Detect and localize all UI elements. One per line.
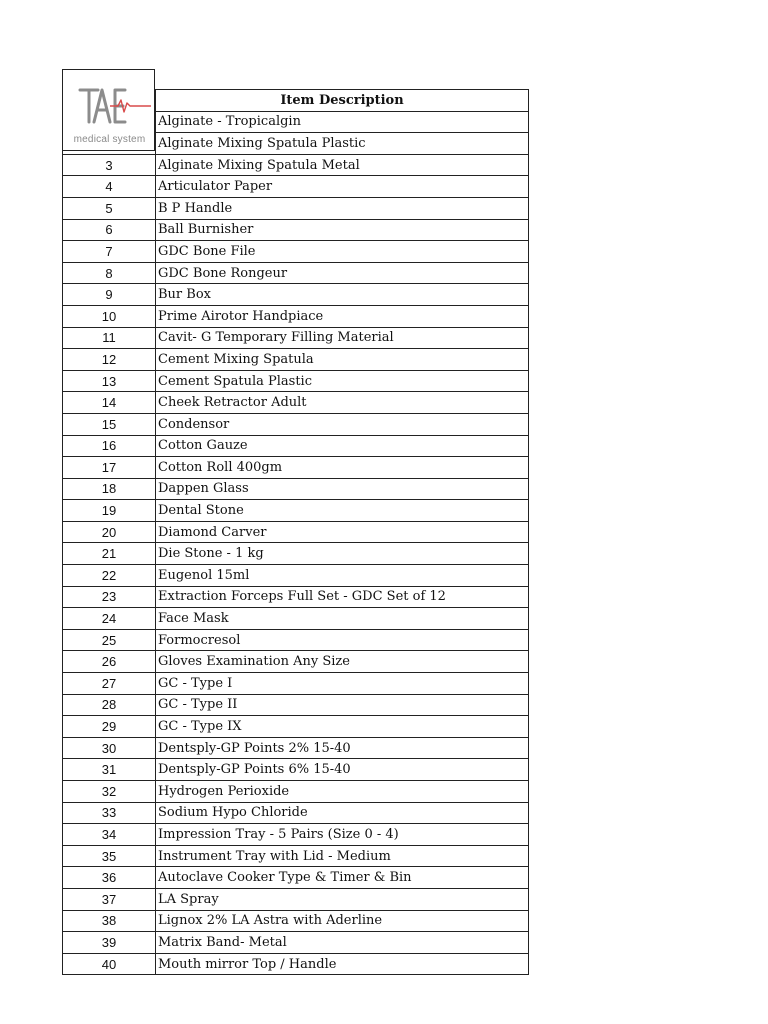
row-number: 22: [63, 565, 156, 587]
row-number: 26: [63, 651, 156, 673]
table-row: [63, 500, 529, 522]
row-number: 9: [63, 284, 156, 306]
row-description: LA Spray: [156, 888, 529, 910]
row-description: Cotton Gauze: [156, 435, 529, 457]
table-row: [63, 284, 529, 306]
table-row: [63, 586, 529, 608]
table-row: [63, 737, 529, 759]
row-number: 32: [63, 781, 156, 803]
row-description: Mouth mirror Top / Handle: [156, 953, 529, 975]
row-description: Die Stone - 1 kg: [156, 543, 529, 565]
row-number: 36: [63, 867, 156, 889]
table-row: [63, 802, 529, 824]
row-number: 4: [63, 176, 156, 198]
table-row: [63, 651, 529, 673]
row-number: 24: [63, 608, 156, 630]
row-number: 12: [63, 349, 156, 371]
table-row: [63, 392, 529, 414]
row-number: 16: [63, 435, 156, 457]
row-description: Diamond Carver: [156, 521, 529, 543]
row-description: Formocresol: [156, 629, 529, 651]
row-number: 10: [63, 305, 156, 327]
row-description: Cement Spatula Plastic: [156, 370, 529, 392]
table-row: [63, 781, 529, 803]
table-row: [63, 888, 529, 910]
table-row: [63, 197, 529, 219]
row-number: 30: [63, 737, 156, 759]
row-number: 33: [63, 802, 156, 824]
row-description: GDC Bone File: [156, 241, 529, 263]
table-row: [63, 305, 529, 327]
row-number: 19: [63, 500, 156, 522]
row-description: GC - Type I: [156, 673, 529, 695]
row-description: Dental Stone: [156, 500, 529, 522]
row-description: Extraction Forceps Full Set - GDC Set of 12: [156, 586, 529, 608]
table-row: [63, 457, 529, 479]
row-description: Cement Mixing Spatula: [156, 349, 529, 371]
row-number: 20: [63, 521, 156, 543]
row-number: 39: [63, 932, 156, 954]
table-row: [63, 154, 529, 176]
table-row: [63, 716, 529, 738]
table-row: [63, 241, 529, 263]
row-number: 8: [63, 262, 156, 284]
row-description: Alginate Mixing Spatula Plastic: [156, 133, 529, 155]
table-row: [63, 478, 529, 500]
table-row: [63, 349, 529, 371]
row-number: 3: [63, 154, 156, 176]
row-number: 13: [63, 370, 156, 392]
table-row: [63, 565, 529, 587]
item-table: [62, 89, 529, 975]
table-row: [63, 521, 529, 543]
row-number: 21: [63, 543, 156, 565]
row-number: 27: [63, 673, 156, 695]
row-description: Condensor: [156, 413, 529, 435]
row-description: Ball Burnisher: [156, 219, 529, 241]
row-number: 40: [63, 953, 156, 975]
row-description: Gloves Examination Any Size: [156, 651, 529, 673]
row-number: 25: [63, 629, 156, 651]
tae-logo: [63, 70, 156, 134]
row-description: Alginate - Tropicalgin: [156, 111, 529, 133]
row-description: Face Mask: [156, 608, 529, 630]
row-description: Dentsply-GP Points 6% 15-40: [156, 759, 529, 781]
row-description: GC - Type II: [156, 694, 529, 716]
table-row: [63, 673, 529, 695]
table-row: [63, 867, 529, 889]
row-number: 11: [63, 327, 156, 349]
row-description: GC - Type IX: [156, 716, 529, 738]
row-description: Lignox 2% LA Astra with Aderline: [156, 910, 529, 932]
row-description: Dentsply-GP Points 2% 15-40: [156, 737, 529, 759]
row-description: Prime Airotor Handpiace: [156, 305, 529, 327]
row-number: 29: [63, 716, 156, 738]
row-number: 18: [63, 478, 156, 500]
table-row: [63, 262, 529, 284]
table-row: [63, 845, 529, 867]
row-description: Autoclave Cooker Type & Timer & Bin: [156, 867, 529, 889]
table-row: [63, 953, 529, 975]
row-description: Bur Box: [156, 284, 529, 306]
row-description: Dappen Glass: [156, 478, 529, 500]
row-description: B P Handle: [156, 197, 529, 219]
table-row: [63, 219, 529, 241]
table-row: [63, 694, 529, 716]
header-item-description: Item Description: [156, 90, 529, 112]
row-number: 17: [63, 457, 156, 479]
row-description: Instrument Tray with Lid - Medium: [156, 845, 529, 867]
row-number: 23: [63, 586, 156, 608]
row-description: Sodium Hypo Chloride: [156, 802, 529, 824]
row-description: Hydrogen Perioxide: [156, 781, 529, 803]
row-description: Cotton Roll 400gm: [156, 457, 529, 479]
row-description: Alginate Mixing Spatula Metal: [156, 154, 529, 176]
row-number: 28: [63, 694, 156, 716]
table-row: [63, 370, 529, 392]
table-row: [63, 435, 529, 457]
row-number: 7: [63, 241, 156, 263]
row-number: 34: [63, 824, 156, 846]
table-row: [63, 327, 529, 349]
row-number: 38: [63, 910, 156, 932]
table-row: [63, 543, 529, 565]
row-number: 15: [63, 413, 156, 435]
table-row: [63, 824, 529, 846]
table-row: [63, 608, 529, 630]
table-row: [63, 629, 529, 651]
table-row: [63, 759, 529, 781]
row-number: 31: [63, 759, 156, 781]
row-description: Cavit- G Temporary Filling Material: [156, 327, 529, 349]
table-row: [63, 176, 529, 198]
row-description: Matrix Band- Metal: [156, 932, 529, 954]
row-number: 6: [63, 219, 156, 241]
row-description: Eugenol 15ml: [156, 565, 529, 587]
row-description: Cheek Retractor Adult: [156, 392, 529, 414]
row-number: 5: [63, 197, 156, 219]
row-number: 35: [63, 845, 156, 867]
table-row: [63, 910, 529, 932]
row-description: Impression Tray - 5 Pairs (Size 0 - 4): [156, 824, 529, 846]
logo-subtitle: medical system: [73, 134, 146, 145]
logo-cell: [62, 69, 155, 151]
row-number: 37: [63, 888, 156, 910]
table-row: [63, 413, 529, 435]
row-description: Articulator Paper: [156, 176, 529, 198]
table-row: [63, 932, 529, 954]
row-number: 14: [63, 392, 156, 414]
row-description: GDC Bone Rongeur: [156, 262, 529, 284]
